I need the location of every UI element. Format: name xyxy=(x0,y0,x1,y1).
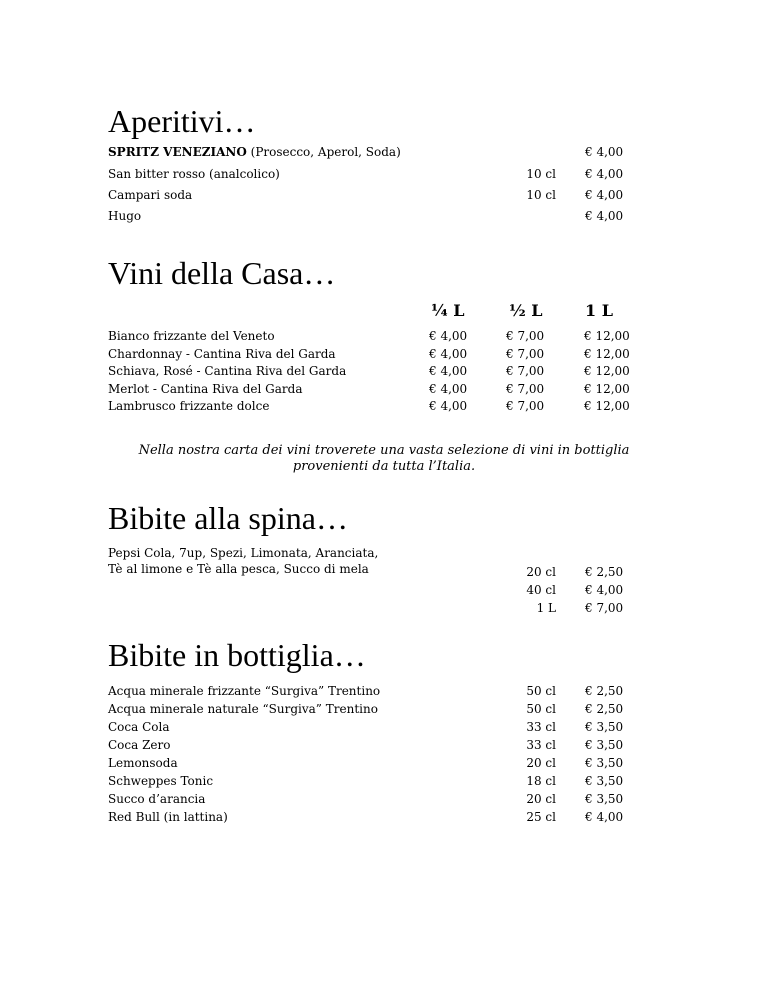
size-value: 50 cl xyxy=(526,684,556,698)
wine-name: Bianco frizzante del Veneto xyxy=(108,329,275,343)
price-value: € 3,50 xyxy=(585,774,624,788)
size-value: 18 cl xyxy=(526,774,556,788)
wine-price-quarter: € 4,00 xyxy=(429,329,468,343)
bottled-drinks-names xyxy=(108,682,380,826)
wine-name: Chardonnay - Cantina Riva del Garda xyxy=(108,347,336,361)
price-value: € 4,00 xyxy=(585,583,624,597)
size-value: 33 cl xyxy=(526,720,556,734)
section-title-aperitivi: Aperitivi… xyxy=(108,103,256,139)
price-value: € 2,50 xyxy=(585,565,624,579)
wine-name: Merlot - Cantina Riva del Garda xyxy=(108,382,303,396)
wine-price-liter: € 12,00 xyxy=(584,382,630,396)
wine-price-quarter: € 4,00 xyxy=(429,347,468,361)
item-price: € 4,00 xyxy=(585,167,624,181)
column-header-one-liter: 1 L xyxy=(585,301,613,320)
size-value: 33 cl xyxy=(526,738,556,752)
list-item: Coca Cola xyxy=(108,720,170,734)
item-price: € 4,00 xyxy=(585,209,624,223)
note-line: provenienti da tutta l’Italia. xyxy=(292,459,476,474)
price-value: € 3,50 xyxy=(585,738,624,752)
price-value: € 7,00 xyxy=(585,601,624,615)
column-header-quarter-liter: ¼ L xyxy=(431,301,465,320)
wine-name: Lambrusco frizzante dolce xyxy=(108,399,270,413)
section-title-spina: Bibite alla spina… xyxy=(108,500,348,536)
item-price: € 4,00 xyxy=(585,145,624,159)
wine-price-half: € 7,00 xyxy=(506,382,545,396)
wine-price-half: € 7,00 xyxy=(506,329,545,343)
item-name-bold: SPRITZ VENEZIANO xyxy=(108,145,247,159)
wine-price-quarter: € 4,00 xyxy=(429,364,468,378)
menu-item-spritz xyxy=(108,143,638,161)
wine-price-liter: € 12,00 xyxy=(584,329,630,343)
description-line: Tè al limone e Tè alla pesca, Succo di mela xyxy=(108,562,369,576)
column-header-half-liter: ½ L xyxy=(509,301,543,320)
item-name: San bitter rosso (analcolico) xyxy=(108,167,280,181)
wine-price-liter: € 12,00 xyxy=(584,399,630,413)
size-value: 20 cl xyxy=(526,565,556,579)
size-value: 25 cl xyxy=(526,810,556,824)
menu-item-san-bitter xyxy=(108,165,638,183)
price-value: € 2,50 xyxy=(585,684,624,698)
item-price: € 4,00 xyxy=(585,188,624,202)
menu-item-hugo xyxy=(108,207,638,225)
size-value: 20 cl xyxy=(526,792,556,806)
item-size: 10 cl xyxy=(526,167,556,181)
wine-price-half: € 7,00 xyxy=(506,399,545,413)
item-size: 10 cl xyxy=(526,188,556,202)
list-item: Succo d’arancia xyxy=(108,792,206,806)
bottled-drinks-sizes xyxy=(496,682,556,826)
draft-drinks-description xyxy=(108,545,378,577)
wine-list-note xyxy=(100,443,668,475)
size-value: 50 cl xyxy=(526,702,556,716)
list-item: Lemonsoda xyxy=(108,756,178,770)
draft-sizes xyxy=(496,563,556,617)
wine-price-quarter: € 4,00 xyxy=(429,382,468,396)
item-name: Hugo xyxy=(108,209,142,223)
wine-price-liter: € 12,00 xyxy=(584,347,630,361)
wine-price-quarter: € 4,00 xyxy=(429,399,468,413)
price-value: € 3,50 xyxy=(585,756,624,770)
bottled-drinks-prices xyxy=(585,682,623,826)
price-value: € 2,50 xyxy=(585,702,624,716)
size-value: 1 L xyxy=(536,601,556,615)
list-item: Coca Zero xyxy=(108,738,171,752)
item-name-detail: (Prosecco, Aperol, Soda) xyxy=(246,145,401,159)
list-item: Acqua minerale naturale “Surgiva” Trentino xyxy=(108,702,378,716)
size-value: 20 cl xyxy=(526,756,556,770)
wine-name: Schiava, Rosé - Cantina Riva del Garda xyxy=(108,364,347,378)
item-name: Campari soda xyxy=(108,188,193,202)
wine-price-half: € 7,00 xyxy=(506,347,545,361)
list-item: Red Bull (in lattina) xyxy=(108,810,228,824)
list-item: Acqua minerale frizzante “Surgiva” Trentino xyxy=(108,684,381,698)
wine-price-half: € 7,00 xyxy=(506,364,545,378)
draft-prices xyxy=(585,563,623,617)
description-line: Pepsi Cola, 7up, Spezi, Limonata, Aranciata, xyxy=(108,546,379,560)
price-value: € 3,50 xyxy=(585,792,624,806)
price-value: € 3,50 xyxy=(585,720,624,734)
section-title-vini: Vini della Casa… xyxy=(108,255,336,291)
wine-price-liter: € 12,00 xyxy=(584,364,630,378)
item-name xyxy=(108,143,401,161)
section-title-bottiglia: Bibite in bottiglia… xyxy=(108,637,366,673)
price-value: € 4,00 xyxy=(585,810,624,824)
menu-item-campari xyxy=(108,186,638,204)
list-item: Schweppes Tonic xyxy=(108,774,214,788)
size-value: 40 cl xyxy=(526,583,556,597)
note-line: Nella nostra carta dei vini troverete una vasta selezione di vini in bottiglia xyxy=(138,443,630,458)
